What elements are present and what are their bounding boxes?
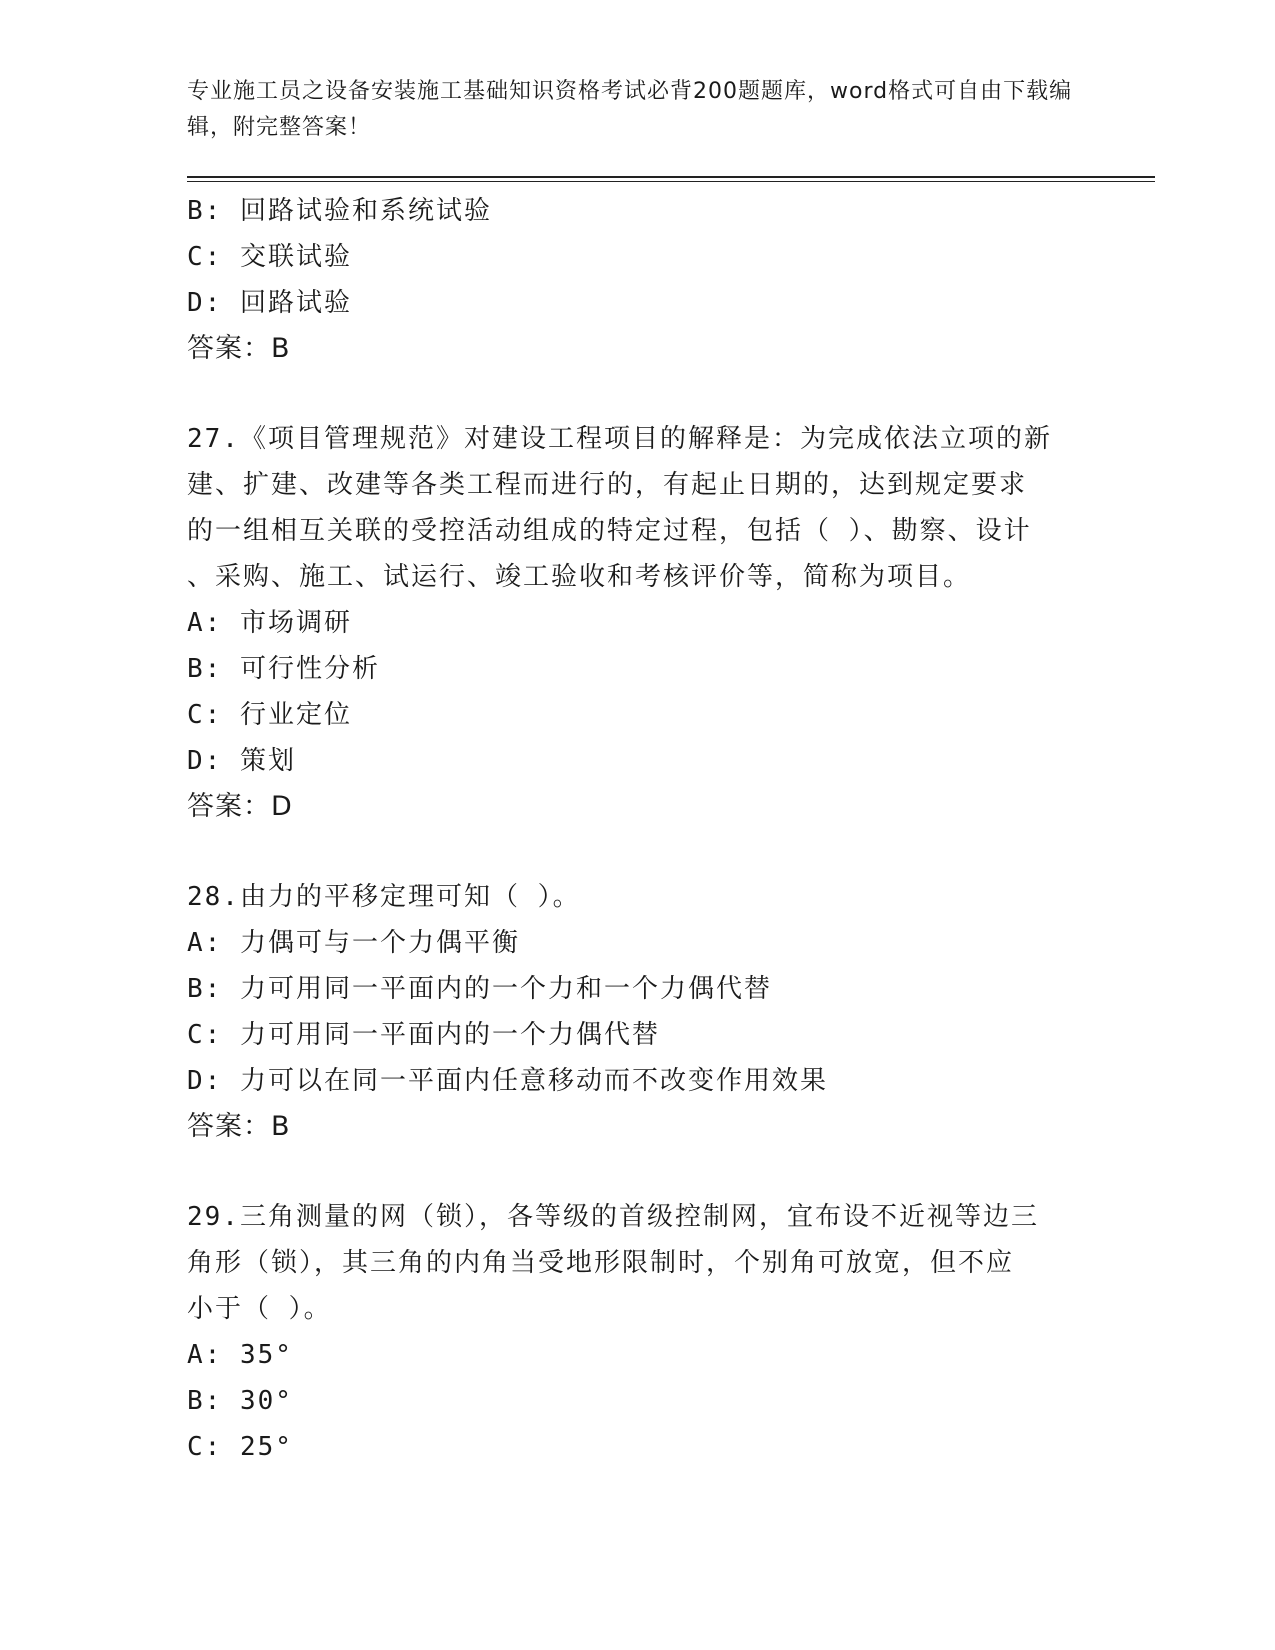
question-26-tail (187, 188, 1087, 372)
option-b: B: 30° (187, 1386, 293, 1416)
header-divider (187, 176, 1155, 182)
question-27 (187, 416, 1087, 830)
document-body (187, 188, 1087, 1470)
question-text-line: 小于（ ）。 (187, 1294, 332, 1324)
option-b: B: 力可用同一平面内的一个力和一个力偶代替 (187, 974, 772, 1004)
answer-line: 答案：D (187, 791, 293, 822)
option-a: A: 35° (187, 1340, 293, 1370)
question-text-line: 建、扩建、改建等各类工程而进行的，有起止日期的，达到规定要求 (187, 470, 1028, 500)
question-text-line: 角形（锁），其三角的内角当受地形限制时，个别角可放宽，但不应 (187, 1248, 1015, 1278)
question-text-line: 27.《项目管理规范》对建设工程项目的解释是：为完成依法立项的新 (187, 424, 1052, 454)
option-c: C: 力可用同一平面内的一个力偶代替 (187, 1020, 660, 1050)
option-a: A: 市场调研 (187, 608, 352, 638)
question-29 (187, 1194, 1087, 1470)
option-d: D: 回路试验 (187, 288, 352, 318)
answer-line: 答案：B (187, 333, 291, 364)
option-c: C: 行业定位 (187, 700, 352, 730)
option-c: C: 25° (187, 1432, 293, 1462)
option-b: B: 回路试验和系统试验 (187, 196, 492, 226)
option-c: C: 交联试验 (187, 242, 352, 272)
question-text-line: 28.由力的平移定理可知（ ）。 (187, 882, 581, 912)
answer-line: 答案：B (187, 1111, 291, 1142)
question-text-line: 的一组相互关联的受控活动组成的特定过程，包括（ ）、勘察、设计 (187, 516, 1032, 546)
option-d: D: 策划 (187, 746, 296, 776)
option-a: A: 力偶可与一个力偶平衡 (187, 928, 520, 958)
question-text-line: 29.三角测量的网（锁），各等级的首级控制网，宜布设不近视等边三 (187, 1202, 1039, 1232)
document-header: 专业施工员之设备安装施工基础知识资格考试必背200题题库，word格式可自由下载编辑，附完整答案！ (187, 79, 1073, 140)
question-28 (187, 874, 1087, 1150)
option-b: B: 可行性分析 (187, 654, 380, 684)
question-text-line: 、采购、施工、试运行、竣工验收和考核评价等，简称为项目。 (187, 562, 972, 592)
option-d: D: 力可以在同一平面内任意移动而不改变作用效果 (187, 1066, 828, 1096)
